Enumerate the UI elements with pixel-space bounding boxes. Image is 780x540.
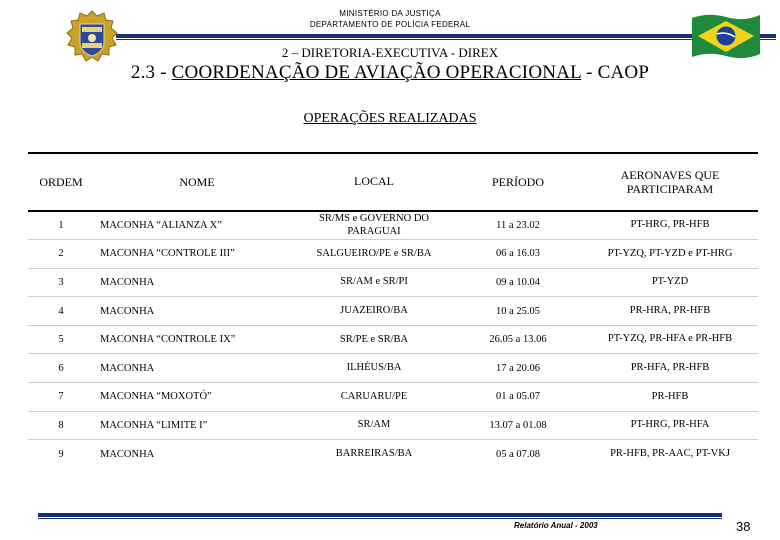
cell-local: SALGUEIRO/PE e SR/BA	[294, 240, 454, 269]
footer-rule	[38, 513, 722, 517]
header-local: LOCAL	[294, 153, 454, 211]
coordination-suffix: - CAOP	[581, 62, 650, 83]
cell-periodo: 26.05 a 13.06	[454, 325, 582, 354]
operations-table	[28, 152, 758, 468]
cell-ordem: 9	[58, 448, 64, 460]
cell-aeronaves: PT-YZD	[582, 268, 758, 297]
cell-periodo: 13.07 a 01.08	[454, 411, 582, 440]
cell-periodo: 10 a 25.05	[454, 297, 582, 326]
coordination-prefix: 2.3 -	[130, 62, 172, 83]
cell-nome: MACONHA “CONTROLE III”	[94, 240, 294, 269]
cell-local: JUAZEIRO/BA	[294, 297, 454, 326]
table-row	[28, 440, 758, 469]
cell-periodo: 06 a 16.03	[454, 240, 582, 269]
cell-local: SR/AM	[294, 411, 454, 440]
cell-nome: MACONHA “LIMITE I”	[94, 411, 294, 440]
header-nome: NOME	[94, 153, 294, 211]
cell-aeronaves: PR-HFB	[582, 383, 758, 412]
cell-aeronaves: PT-HRG, PR-HFB	[582, 211, 758, 240]
header-aeronaves: AERONAVES QUE PARTICIPARAM	[582, 153, 758, 211]
header-periodo: PERÍODO	[454, 153, 582, 211]
cell-ordem: 1	[28, 211, 94, 240]
department-title: DEPARTAMENTO DE POLÍCIA FEDERAL	[309, 20, 471, 29]
cell-aeronaves: PT-YZQ, PT-YZD e PT-HRG	[582, 240, 758, 269]
table-row	[28, 211, 758, 240]
cell-local: BARREIRAS/BA	[335, 448, 413, 460]
cell-ordem: 5	[28, 325, 94, 354]
cell-periodo: 05 a 07.08	[495, 448, 541, 460]
cell-periodo: 17 a 20.06	[454, 354, 582, 383]
directorate-title: 2 – DIRETORIA-EXECUTIVA - DIREX	[281, 45, 499, 60]
coordination-name: COORDENAÇÃO DE AVIAÇÃO OPERACIONAL	[171, 62, 582, 83]
table-row	[28, 383, 758, 412]
cell-ordem: 6	[28, 354, 94, 383]
header-rule	[116, 34, 776, 38]
cell-aeronaves: PR-HFB, PR-AAC, PT-VKJ	[610, 448, 730, 459]
cell-nome: MACONHA	[100, 448, 155, 460]
footer-report-label: Relatório Anual - 2003	[514, 521, 598, 530]
cell-ordem: 4	[28, 297, 94, 326]
cell-local: SR/AM e SR/PI	[294, 268, 454, 297]
cell-periodo: 11 a 23.02	[454, 211, 582, 240]
cell-periodo: 09 a 10.04	[454, 268, 582, 297]
cell-aeronaves: PT-HRG, PR-HFA	[582, 411, 758, 440]
footer-rule-thin	[38, 518, 722, 519]
cell-ordem: 8	[28, 411, 94, 440]
table-row	[28, 240, 758, 269]
table-header-row	[28, 153, 758, 211]
cell-aeronaves: PT-YZQ, PR-HFA e PR-HFB	[582, 325, 758, 354]
cell-nome: MACONHA	[94, 297, 294, 326]
table-row	[28, 411, 758, 440]
cell-nome: MACONHA	[94, 354, 294, 383]
header-ordem: ORDEM	[28, 153, 94, 211]
cell-local: CARUARU/PE	[294, 383, 454, 412]
header-rule-thin	[116, 39, 776, 40]
table-row	[28, 354, 758, 383]
cell-ordem: 3	[28, 268, 94, 297]
table-row	[28, 325, 758, 354]
cell-local: ILHÉUS/BA	[294, 354, 454, 383]
cell-nome: MACONHA “MOXOTÓ”	[94, 383, 294, 412]
cell-aeronaves: PR-HFA, PR-HFB	[582, 354, 758, 383]
section-title: OPERAÇÕES REALIZADAS	[303, 111, 477, 126]
ministry-title: MINISTÉRIO DA JUSTIÇA	[339, 9, 441, 18]
page-number: 38	[736, 519, 751, 534]
cell-periodo: 01 a 05.07	[454, 383, 582, 412]
cell-ordem: 7	[28, 383, 94, 412]
cell-nome: MACONHA “ALIANZA X”	[94, 211, 294, 240]
table-row	[28, 297, 758, 326]
cell-nome: MACONHA “CONTROLE IX”	[94, 325, 294, 354]
cell-local: SR/MS e GOVERNO DO PARAGUAI	[294, 211, 454, 240]
cell-nome: MACONHA	[94, 268, 294, 297]
cell-ordem: 2	[28, 240, 94, 269]
coordination-title	[0, 62, 780, 84]
cell-aeronaves: PR-HRA, PR-HFB	[582, 297, 758, 326]
table-row	[28, 268, 758, 297]
cell-local: SR/PE e SR/BA	[294, 325, 454, 354]
